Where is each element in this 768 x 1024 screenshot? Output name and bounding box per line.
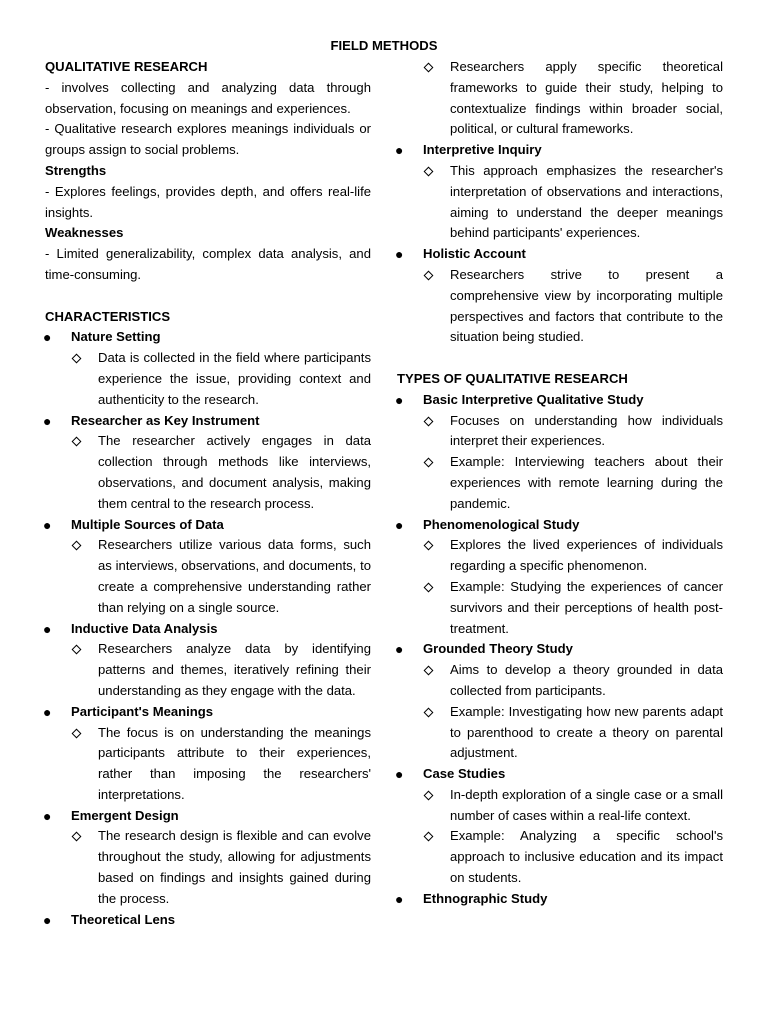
bullet-label: Ethnographic Study xyxy=(423,890,548,906)
sub-item-text: Researchers apply specific theoretical frameworks to guide their study, helping to contextualize findings within broader social, political, or cultural frameworks. xyxy=(450,59,723,137)
right-column xyxy=(397,57,723,910)
sub-item-text: The research design is flexible and can evolve throughout the study, allowing for adjustments based on findings and insights gained during the process. xyxy=(98,828,371,906)
bullet-label: Researcher as Key Instrument xyxy=(71,412,260,428)
sub-item xyxy=(397,452,723,514)
bullet-label: Interpretive Inquiry xyxy=(423,142,542,158)
bullet-icon: ● xyxy=(43,620,52,637)
diamond-icon xyxy=(72,728,82,738)
sub-item xyxy=(397,826,723,888)
bullet-label: Phenomenological Study xyxy=(423,516,580,532)
bullet-label: Grounded Theory Study xyxy=(423,641,573,657)
sub-item-text: Researchers analyze data by identifying patterns and themes, iteratively refining their understanding as they engage with the data. xyxy=(98,641,371,698)
sub-item xyxy=(45,723,371,806)
diamond-icon xyxy=(424,707,434,717)
sub-item-text: Focuses on understanding how individuals interpret their experiences. xyxy=(450,412,723,449)
sub-item-text: Example: Interviewing teachers about their experiences with remote learning during the pandemic. xyxy=(450,454,723,511)
bullet-item xyxy=(45,910,371,931)
qualitative-definition: - involves collecting and analyzing data through observation, focusing on meanings and experiences. xyxy=(45,79,371,116)
bullet-icon: ● xyxy=(43,412,52,429)
sub-item xyxy=(45,639,371,701)
sub-item-text: Example: Analyzing a specific school's approach to inclusive education and its impact on students. xyxy=(450,828,723,886)
diamond-icon xyxy=(424,666,434,676)
sub-item xyxy=(397,702,723,764)
sub-item-text: Aims to develop a theory grounded in data collected from participants. xyxy=(450,662,723,698)
sub-item-text: This approach emphasizes the researcher's interpretation of observations and interactions, aiming to understand the deeper meanings behind participants' experiences. xyxy=(450,162,723,241)
bullet-icon: ● xyxy=(395,766,404,783)
bullet-item xyxy=(397,764,723,785)
diamond-icon xyxy=(72,437,82,447)
strengths-text: - Explores feelings, provides depth, and offers real-life insights. xyxy=(45,183,371,220)
sub-item-text: Explores the lived experiences of individuals regarding a specific phenomenon. xyxy=(450,537,723,574)
bullet-label: Multiple Sources of Data xyxy=(71,516,224,532)
bullet-label: Case Studies xyxy=(423,766,506,782)
bullet-icon: ● xyxy=(395,890,404,907)
diamond-icon xyxy=(424,416,434,426)
characteristics-heading: CHARACTERISTICS xyxy=(45,308,171,324)
sub-item xyxy=(397,265,723,348)
diamond-icon xyxy=(424,63,434,73)
bullet-item xyxy=(45,327,371,348)
sub-item-text: Researchers utilize various data forms, such as interviews, observations, and documents, to create a comprehensive understanding rather than relying on a single source. xyxy=(98,537,371,615)
diamond-icon xyxy=(424,458,434,468)
sub-item-text: Example: Studying the experiences of cancer survivors and their perceptions of health post-treatment. xyxy=(450,578,723,636)
diamond-icon xyxy=(424,790,434,800)
strengths-heading: Strengths xyxy=(45,162,107,178)
types-heading: TYPES OF QUALITATIVE RESEARCH xyxy=(397,370,628,386)
diamond-icon xyxy=(424,832,434,842)
bullet-icon: ● xyxy=(395,516,404,533)
sub-item-text: Data is collected in the field where participants experience the issue, providing context and authenticity to the research. xyxy=(98,350,371,407)
bullet-item xyxy=(397,244,723,265)
bullet-item xyxy=(45,411,371,432)
bullet-label: Emergent Design xyxy=(71,807,179,823)
sub-item xyxy=(397,161,723,244)
qualitative-heading: QUALITATIVE RESEARCH xyxy=(45,59,208,74)
bullet-item xyxy=(397,140,723,161)
diamond-icon xyxy=(424,271,434,281)
sub-item-text: In-depth exploration of a single case or a small number of cases within a real-life context. xyxy=(450,786,723,823)
sub-item xyxy=(45,348,371,410)
sub-item xyxy=(45,826,371,909)
bullet-label: Inductive Data Analysis xyxy=(71,620,218,636)
bullet-icon: ● xyxy=(395,246,404,263)
bullet-icon: ● xyxy=(43,329,52,346)
diamond-icon xyxy=(72,541,82,551)
bullet-item xyxy=(45,806,371,827)
bullet-label: Holistic Account xyxy=(423,246,526,262)
sub-item xyxy=(45,431,371,514)
bullet-item xyxy=(45,619,371,640)
document-title: FIELD METHODS xyxy=(330,38,438,53)
bullet-icon: ● xyxy=(43,911,52,928)
left-column xyxy=(45,57,371,930)
diamond-icon xyxy=(424,582,434,592)
bullet-item xyxy=(397,515,723,536)
weaknesses-text: - Limited generalizability, complex data analysis, and time-consuming. xyxy=(45,246,371,282)
sub-item xyxy=(397,535,723,577)
bullet-icon: ● xyxy=(43,807,52,824)
bullet-icon: ● xyxy=(395,391,404,408)
diamond-icon xyxy=(72,645,82,655)
sub-item-text: Researchers strive to present a comprehensive view by incorporating multiple perspectives and factors that contribute to the situation being studied. xyxy=(450,266,723,345)
bullet-icon: ● xyxy=(395,641,404,658)
bullet-icon: ● xyxy=(43,703,52,720)
weaknesses-heading: Weaknesses xyxy=(45,225,124,241)
bullet-label: Nature Setting xyxy=(71,329,161,345)
bullet-item xyxy=(397,390,723,411)
sub-item xyxy=(397,57,723,140)
bullet-item xyxy=(45,702,371,723)
bullet-item xyxy=(45,515,371,536)
qualitative-explanation: - Qualitative research explores meanings individuals or groups assign to social problems. xyxy=(45,121,371,158)
sub-item xyxy=(397,577,723,639)
spacer xyxy=(45,286,371,307)
bullet-icon: ● xyxy=(395,142,404,159)
diamond-icon xyxy=(424,167,434,177)
bullet-icon: ● xyxy=(43,516,52,533)
sub-item xyxy=(397,785,723,827)
sub-item xyxy=(397,411,723,453)
sub-item-text: Example: Investigating how new parents adapt to parenthood to create a theory on parental adjustment. xyxy=(450,703,723,761)
bullet-label: Basic Interpretive Qualitative Study xyxy=(423,391,644,407)
sub-item xyxy=(45,535,371,618)
spacer xyxy=(397,348,723,369)
diamond-icon xyxy=(72,354,82,364)
bullet-label: Theoretical Lens xyxy=(71,911,176,927)
bullet-label: Participant's Meanings xyxy=(71,703,214,719)
bullet-item xyxy=(397,889,723,910)
sub-item xyxy=(397,660,723,702)
diamond-icon xyxy=(424,541,434,551)
sub-item-text: The researcher actively engages in data collection through methods like interviews, observations, and document analysis, making them central to the research process. xyxy=(98,433,371,511)
sub-item-text: The focus is on understanding the meanings participants attribute to their experiences, rather than imposing the researchers' interpretations. xyxy=(98,724,371,802)
bullet-item xyxy=(397,639,723,660)
diamond-icon xyxy=(72,832,82,842)
